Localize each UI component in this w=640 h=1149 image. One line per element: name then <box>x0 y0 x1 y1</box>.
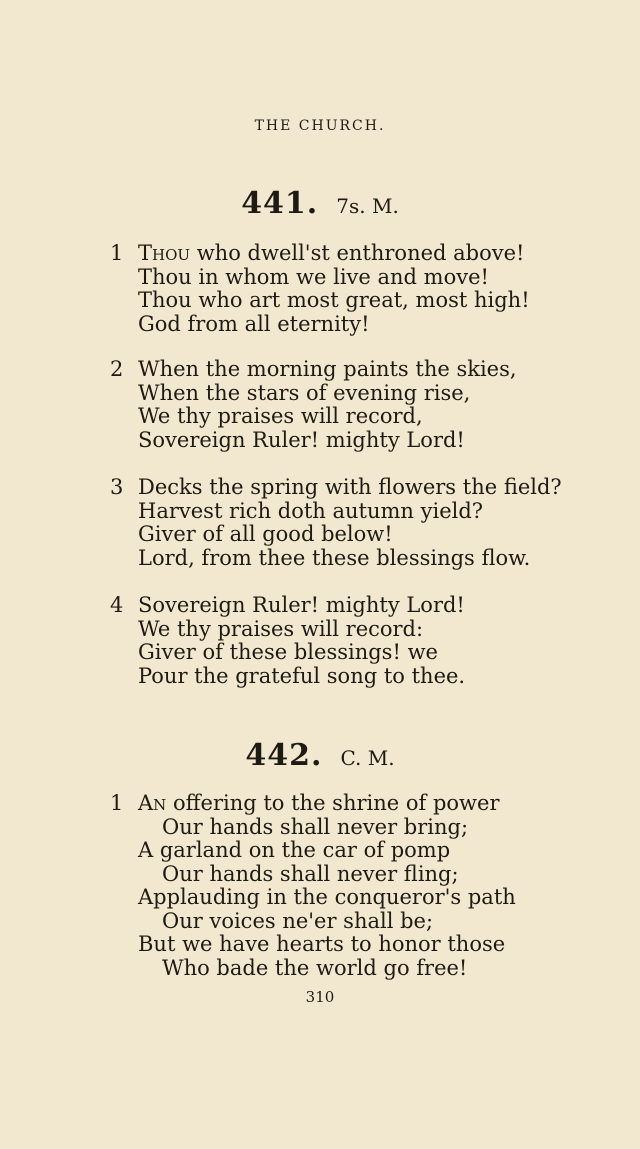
verse-line: Thou who art most great, most high! <box>138 288 530 312</box>
verse-line: Thou in whom we live and move! <box>138 264 489 289</box>
verse-line: Sovereign Ruler! mighty Lord! <box>138 427 465 452</box>
verse-number: 1 <box>110 241 124 265</box>
verse-line: Our hands shall never fling; <box>162 861 459 886</box>
verse-first-word: Thou <box>138 241 191 265</box>
verse-line: When the stars of evening rise, <box>138 380 471 405</box>
page-number: 310 <box>305 988 335 1006</box>
hymn-heading <box>0 186 640 221</box>
verse-first-word: An <box>138 791 167 815</box>
verse-line: 4 Sovereign Ruler! mighty Lord! <box>110 593 465 617</box>
verse-line: 1 An offering to the shrine of power <box>110 791 500 815</box>
verse <box>110 476 562 570</box>
verse-line: We thy praises will record, <box>138 404 423 428</box>
verse-line: 1 Thou who dwell'st enthroned above! <box>110 241 525 265</box>
verse <box>110 594 465 688</box>
verse-line: Giver of these blessings! we <box>138 640 438 664</box>
verse-line: 3 Decks the spring with flowers the field? <box>110 475 562 499</box>
verse-line: Our voices ne'er shall be; <box>162 908 434 933</box>
verse-line: God from all eternity! <box>138 311 370 336</box>
hymn-number: 441. <box>241 186 319 221</box>
verse <box>110 242 530 336</box>
verse-number: 2 <box>110 357 124 381</box>
verse-number: 1 <box>110 791 124 815</box>
verse-line: Who bade the world go free! <box>162 955 468 980</box>
verse-line: Our hands shall never bring; <box>162 814 469 839</box>
verse-number: 4 <box>110 593 124 617</box>
verse-line: Giver of all good below! <box>138 522 393 546</box>
verse-line: A garland on the car of pomp <box>138 838 451 862</box>
verse <box>110 792 516 980</box>
verse-line: Applauding in the conqueror's path <box>138 885 516 909</box>
verse-line: Pour the grateful song to thee. <box>138 663 466 688</box>
verse-line: Harvest rich doth autumn yield? <box>138 498 484 523</box>
verse-number: 3 <box>110 475 124 499</box>
hymn-number: 442. <box>245 738 323 773</box>
hymn-meter: 7s. M. <box>336 194 399 218</box>
verse-line: 2 When the morning paints the skies, <box>110 357 517 381</box>
verse-line: But we have hearts to honor those <box>138 932 506 956</box>
verse-line: Lord, from thee these blessings flow. <box>138 545 531 570</box>
verse <box>110 358 517 452</box>
hymn-heading <box>0 738 640 773</box>
verse-line: We thy praises will record: <box>138 616 424 641</box>
running-header: THE CHURCH. <box>254 118 386 134</box>
hymn-meter: C. M. <box>340 746 395 770</box>
